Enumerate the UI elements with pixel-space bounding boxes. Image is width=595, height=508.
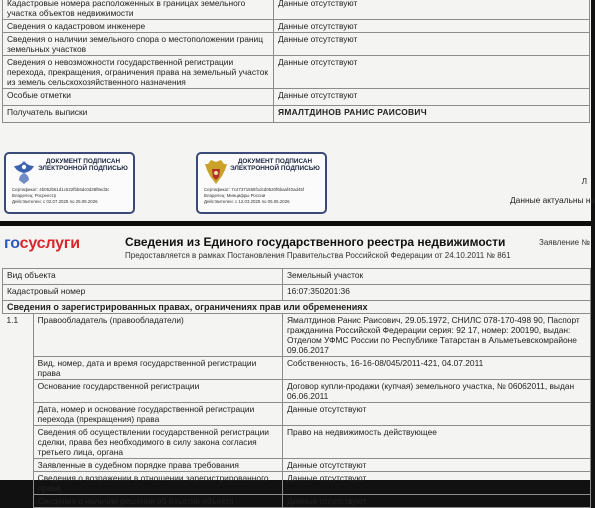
row-value: Данные отсутствуют — [283, 403, 591, 426]
row-label: Заявленные в судебном порядке права требования — [33, 459, 282, 472]
row-label: Вид объекта — [3, 269, 283, 285]
stamp-title: ДОКУМЕНТ ПОДПИСАН ЭЛЕКТРОННОЙ ПОДПИСЬЮ — [38, 158, 128, 173]
rights-table — [2, 268, 591, 508]
row-value: Данные отсутствуют — [274, 0, 590, 20]
row-value: Данные отсутствуют — [274, 33, 590, 56]
table-row — [3, 33, 590, 56]
table-row — [3, 357, 591, 380]
row-label: Получатель выписки — [3, 106, 274, 123]
data-actual-note: Данные актуальны на — [510, 195, 595, 205]
row-label: Сведения о возражении в отношении зарегистрированного права — [33, 472, 282, 495]
row-value: Данные отсутствуют — [274, 89, 590, 106]
row-label: Основание государственной регистрации — [33, 380, 282, 403]
row-value: Данные отсутствуют — [283, 459, 591, 472]
table-row — [3, 472, 591, 495]
row-value: Данные отсутствуют — [274, 20, 590, 33]
row-label: Вид, номер, дата и время государственной регистрации права — [33, 357, 282, 380]
document-subtitle: Предоставляется в рамках Постановления Правительства Российской Федерации от 24.10.2011 № 861 — [125, 251, 511, 260]
signature-stamp-rosreestr — [4, 152, 135, 214]
table-section-row — [3, 301, 591, 314]
cadastral-number: 16:07:350201:36 — [283, 285, 591, 301]
coat-of-arms-icon — [203, 158, 229, 186]
row-label: Сведения о наличии решения об изъятии объекта — [33, 495, 282, 508]
row-value: Данные отсутствуют — [283, 495, 591, 508]
table-row — [3, 0, 590, 20]
table-row — [3, 495, 591, 508]
table-row — [3, 89, 590, 106]
table-row — [3, 285, 591, 301]
signature-stamp-mintsifry — [196, 152, 327, 214]
row-label: Дата, номер и основание государственной регистрации перехода (прекращения) права — [33, 403, 282, 426]
rosreestr-emblem-icon — [11, 158, 37, 186]
row-value: Земельный участок — [283, 269, 591, 285]
table-row — [3, 20, 590, 33]
row-value: Договор купли-продажи (купчая) земельного участка, № 06062011, выдан 06.06.2011 — [283, 380, 591, 403]
row-value: Ямалтдинов Ранис Раисович, 29.05.1972, СНИЛС 078-170-498 90, Паспорт гражданина Российской Федерации серия: 92 17, номер: 200190, выдан: Отделом УФМС России по Республике Татарстан в Альметьевскомрайоне 09.06.2017 — [283, 314, 591, 357]
table-row — [3, 403, 591, 426]
extract-page-top — [0, 0, 595, 221]
table-row — [3, 56, 590, 89]
row-label: Кадастровые номера расположенных в границах земельного участка объектов недвижимости — [3, 0, 274, 20]
stamp-owner: Владелец: Минцифры России — [204, 193, 266, 198]
table-row — [3, 314, 591, 357]
extract-page-bottom — [0, 226, 591, 506]
table-row — [3, 426, 591, 459]
row-label: Сведения об осуществлении государственной регистрации сделки, права без необходимого в силу закона согласия третьего лица, органа — [33, 426, 282, 459]
row-value: Право на недвижимость действующее — [283, 426, 591, 459]
stamp-certificate: Сертификат: 7c47371568f1dcd0520f6baaf40ad45f — [204, 187, 305, 192]
stamp-validity: Действителен: с 02.07.2025 по 25.09.2026 — [12, 199, 98, 204]
item-number: 1.1 — [3, 314, 34, 508]
stamp-title: ДОКУМЕНТ ПОДПИСАН ЭЛЕКТРОННОЙ ПОДПИСЬЮ — [230, 158, 320, 173]
table-row — [3, 269, 591, 285]
row-value: Собственность, 16-16-08/045/2011-421, 04.07.2011 — [283, 357, 591, 380]
stamp-owner: Владелец: Росреестр — [12, 193, 57, 198]
row-label: Кадастровый номер — [3, 285, 283, 301]
land-plot-details-table — [2, 0, 590, 123]
stamp-validity: Действителен: с 12.03.2025 по 05.06.2026 — [204, 199, 290, 204]
row-label: Сведения о невозможности государственной регистрации перехода, прекращения, ограничения права на земельный участок из земель сельскохозяйственного назначения — [3, 56, 274, 89]
table-row — [3, 380, 591, 403]
row-label: Сведения о наличии земельного спора о местоположении границ земельных участков — [3, 33, 274, 56]
document-title: Сведения из Единого государственного реестра недвижимости — [125, 235, 506, 249]
section-title: Сведения о зарегистрированных правах, ограничениях прав или обременениях — [3, 301, 591, 314]
row-value: Данные отсутствуют — [283, 472, 591, 495]
row-label: Особые отметки — [3, 89, 274, 106]
table-row — [3, 106, 590, 123]
row-label: Правообладатель (правообладатели) — [33, 314, 282, 357]
recipient-name: ЯМАЛТДИНОВ РАНИС РАИСОВИЧ — [274, 106, 590, 123]
sheet-label: Л — [581, 177, 587, 186]
application-number-label: Заявление № — [539, 238, 590, 247]
table-row — [3, 459, 591, 472]
row-value: Данные отсутствуют — [274, 56, 590, 89]
stamp-certificate: Сертификат: 4b052b61d1c522fbb6dc0d38f8ed3c — [12, 187, 110, 192]
row-label: Сведения о кадастровом инженере — [3, 20, 274, 33]
gosuslugi-logo: госуслуги — [4, 235, 80, 252]
